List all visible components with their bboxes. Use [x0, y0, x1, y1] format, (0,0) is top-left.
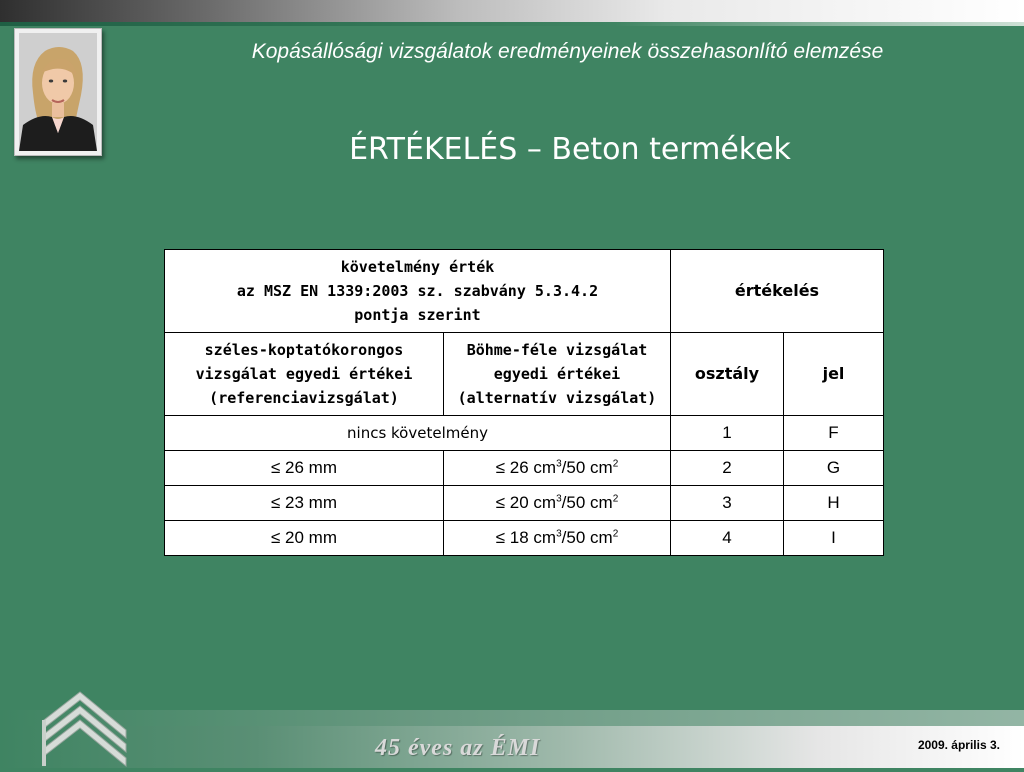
requirement-header-cell: [165, 250, 671, 333]
mark-cell: I: [784, 521, 884, 556]
class-cell: 2: [671, 451, 784, 486]
class-cell: 1: [671, 416, 784, 451]
bohme-header-line: egyedi értékei: [493, 365, 621, 383]
top-decorative-strip: [0, 0, 1024, 26]
bohme-header-cell: [444, 333, 671, 416]
wide-wheel-header-line: széles-koptatókorongos: [204, 341, 404, 359]
mark-cell: G: [784, 451, 884, 486]
bohme-header-line: Böhme-féle vizsgálat: [466, 341, 648, 359]
class-cell: 3: [671, 486, 784, 521]
mark-cell: F: [784, 416, 884, 451]
bohme-value-cell: ≤ 18 $cm^3/50$ $cm^2$: [444, 521, 671, 556]
bohme-value-cell: ≤ 20 $cm^3/50$ $cm^2$: [444, 486, 671, 521]
class-header-cell: osztály: [671, 333, 784, 416]
emi-logo-icon: [40, 690, 130, 768]
wide-value-cell: ≤ 23 mm: [165, 486, 444, 521]
slide-title: ÉRTÉKELÉS – Beton termékek: [349, 132, 791, 167]
class-cell: 4: [671, 521, 784, 556]
table-subheader-row: [165, 333, 884, 416]
requirement-header-line: követelmény érték: [340, 258, 495, 276]
wide-wheel-header-line: (referenciavizsgálat): [209, 389, 399, 407]
document-title: Kopásállósági vizsgálatok eredményeinek összehasonlító elemzése: [251, 40, 884, 63]
wide-wheel-header-line: vizsgálat egyedi értékei: [195, 365, 413, 383]
table-header-row: [165, 250, 884, 333]
mark-cell: H: [784, 486, 884, 521]
table-row: [165, 486, 884, 521]
wide-value-cell: ≤ 20 mm: [165, 521, 444, 556]
presentation-date: 2009. április 3.: [917, 738, 1000, 752]
bohme-header-line: (alternatív vizsgálat): [457, 389, 657, 407]
wide-value-cell: ≤ 26 mm: [165, 451, 444, 486]
anniversary-label: 45 éves az ÉMI: [375, 735, 541, 761]
wide-wheel-header-cell: [165, 333, 444, 416]
requirement-header-line: pontja szerint: [354, 306, 481, 324]
table-row: [165, 451, 884, 486]
evaluation-table: [164, 249, 884, 556]
no-requirement-cell: nincs követelmény: [165, 416, 671, 451]
table-row: [165, 416, 884, 451]
bohme-value-cell: ≤ 26 $cm^3/50$ $cm^2$: [444, 451, 671, 486]
mark-header-cell: jel: [784, 333, 884, 416]
table-row: [165, 521, 884, 556]
evaluation-header-cell: értékelés: [671, 250, 884, 333]
requirement-header-line: az MSZ EN 1339:2003 sz. szabvány 5.3.4.2: [236, 282, 599, 300]
